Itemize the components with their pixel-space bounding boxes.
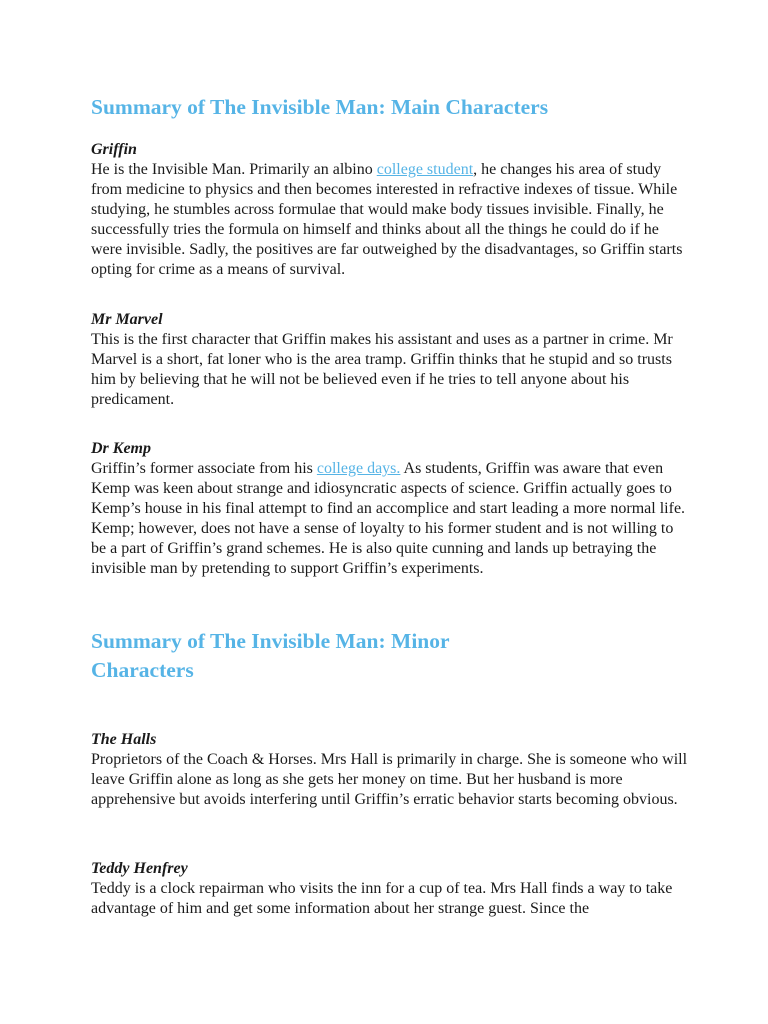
main-characters-heading: Summary of The Invisible Man: Main Characters xyxy=(91,95,549,119)
character-mr-marvel xyxy=(91,310,691,410)
minor-characters-heading xyxy=(91,627,511,685)
description-text: , he changes his area of study from medicine to physics and then becomes interested in refractive indexes of tissue. While studying, he stumbles across formulae that would make body tissues invisible. Finally, he successfully tries the formula on himself and thinks about all the things he could do if he were invisible. Sadly, the positives are far outweighed by the disadvantages, so Griffin starts opting for crime as a means of survival. xyxy=(91,161,683,278)
character-the-halls xyxy=(91,730,691,810)
description-text: Griffin’s former associate from his xyxy=(91,460,317,477)
character-name: Mr Marvel xyxy=(91,311,163,328)
character-description: Proprietors of the Coach & Horses. Mrs Hall is primarily in charge. She is someone who will leave Griffin alone as long as she gets her money on time. But her husband is more apprehensive but avoids interfering until Griffin’s erratic behavior starts becoming obvious. xyxy=(91,751,688,808)
character-teddy-henfrey xyxy=(91,859,691,919)
character-description xyxy=(91,160,691,280)
character-description: This is the first character that Griffin makes his assistant and uses as a partner in crime. Mr Marvel is a short, fat loner who is the area tramp. Griffin thinks that he stupid and so trusts him by believing that he will not be believed even if he tries to tell anyone about his predicament. xyxy=(91,331,673,408)
heading-line: Summary of The Invisible Man: Minor xyxy=(91,629,450,653)
character-name: Dr Kemp xyxy=(91,440,151,457)
character-name: Griffin xyxy=(91,141,137,158)
description-text: As students, Griffin was aware that even Kemp was keen about strange and idiosyncratic aspects of science. Griffin actually goes to Kemp’s house in his final attempt to find an accomplice and start leading a more normal life. Kemp; however, does not have a sense of loyalty to his former student and is not willing to be a part of Griffin’s grand schemes. He is also quite cunning and lands up betraying the invisible man by pretending to support Griffin’s experiments. xyxy=(91,460,686,577)
character-dr-kemp xyxy=(91,439,691,579)
college-days-link[interactable]: college days. xyxy=(316,460,401,477)
character-griffin xyxy=(91,140,691,280)
character-description: Teddy is a clock repairman who visits the inn for a cup of tea. Mrs Hall finds a way to take advantage of him and get some information about her strange guest. Since the xyxy=(91,880,673,917)
character-name: The Halls xyxy=(91,731,157,748)
college-student-link[interactable]: college student xyxy=(376,161,474,178)
character-name: Teddy Henfrey xyxy=(91,860,188,877)
description-text: He is the Invisible Man. Primarily an albino xyxy=(91,161,377,178)
heading-line: Characters xyxy=(91,658,194,682)
character-description xyxy=(91,459,691,579)
